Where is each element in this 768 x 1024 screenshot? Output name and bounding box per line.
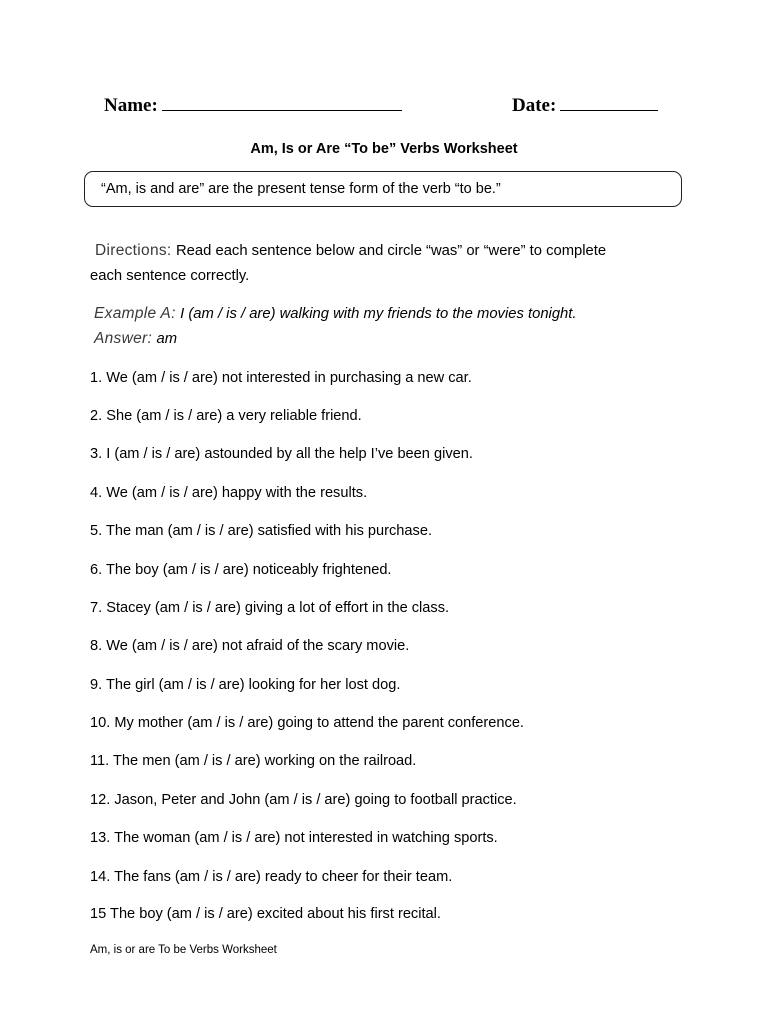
question-9: 9. The girl (am / is / are) looking for her lost dog. bbox=[90, 677, 401, 693]
answer-label: Answer: bbox=[94, 330, 153, 347]
question-7: 7. Stacey (am / is / are) giving a lot of effort in the class. bbox=[90, 600, 450, 616]
name-field[interactable] bbox=[104, 92, 402, 117]
footer-text: Am, is or are To be Verbs Worksheet bbox=[90, 944, 277, 956]
question-6: 6. The boy (am / is / are) noticeably frightened. bbox=[90, 562, 392, 578]
answer-line bbox=[94, 330, 177, 348]
directions-label: Directions: bbox=[95, 242, 172, 259]
directions-line-1 bbox=[95, 242, 606, 260]
directions-text-1: Read each sentence below and circle “was” or “were” to complete bbox=[175, 243, 607, 259]
question-11: 11. The men (am / is / are) working on the railroad. bbox=[90, 753, 417, 769]
question-3: 3. I (am / is / are) astounded by all the help I’ve been given. bbox=[90, 446, 473, 462]
date-label: Date: bbox=[512, 95, 557, 116]
example-label: Example A: bbox=[94, 305, 176, 322]
example-sentence: I (am / is / are) walking with my friends to the movies tonight. bbox=[180, 306, 577, 322]
name-line[interactable] bbox=[162, 92, 402, 111]
question-2: 2. She (am / is / are) a very reliable friend. bbox=[90, 408, 362, 424]
note-text: “Am, is and are” are the present tense form of the verb “to be.” bbox=[101, 181, 501, 197]
question-1: 1. We (am / is / are) not interested in purchasing a new car. bbox=[90, 370, 472, 386]
question-14: 14. The fans (am / is / are) ready to cheer for their team. bbox=[90, 869, 453, 885]
question-13: 13. The woman (am / is / are) not interested in watching sports. bbox=[90, 830, 498, 846]
answer-value: am bbox=[156, 331, 178, 347]
question-15: 15 The boy (am / is / are) excited about his first recital. bbox=[90, 906, 441, 922]
question-8: 8. We (am / is / are) not afraid of the scary movie. bbox=[90, 638, 410, 654]
question-5: 5. The man (am / is / are) satisfied with his purchase. bbox=[90, 523, 433, 539]
date-line[interactable] bbox=[560, 92, 658, 111]
date-field[interactable] bbox=[512, 92, 658, 117]
example-line bbox=[94, 305, 577, 323]
question-12: 12. Jason, Peter and John (am / is / are) going to football practice. bbox=[90, 792, 517, 808]
name-label: Name: bbox=[104, 95, 158, 116]
question-4: 4. We (am / is / are) happy with the results. bbox=[90, 485, 368, 501]
worksheet-title: Am, Is or Are “To be” Verbs Worksheet bbox=[250, 141, 518, 157]
directions-text-2: each sentence correctly. bbox=[90, 268, 250, 284]
note-box bbox=[84, 171, 682, 207]
question-10: 10. My mother (am / is / are) going to attend the parent conference. bbox=[90, 715, 524, 731]
